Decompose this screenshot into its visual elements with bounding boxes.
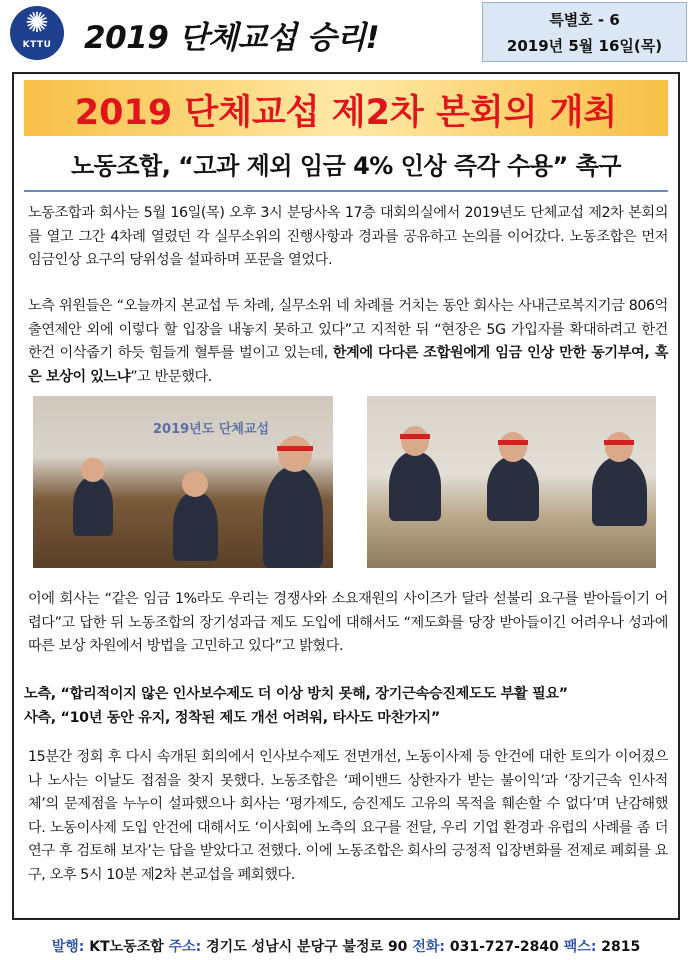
fax-label: 팩스: [563, 939, 597, 955]
subheadline: 노동조합, “고과 제외 임금 4% 인상 즉각 수용” 촉구 [70, 152, 622, 180]
person-head [182, 471, 208, 497]
emblem-icon: ✺ [25, 6, 49, 39]
issue-number: 특별호 - 6 [549, 11, 620, 29]
publisher-label: 발행: [51, 939, 85, 955]
person-head [605, 432, 633, 462]
phone-label: 전화: [412, 939, 445, 955]
person-figure [263, 466, 323, 568]
paragraph-1: 노동조합과 회사는 5월 16일(목) 오후 3시 분당사옥 17층 대회의실에서 2019년도 단체교섭 제2차 본회의를 열고 그간 4차례 열렸던 각 실무소위의 진행사항과 경과를 공유하고 논의를 이어갔다. 노동조합은 먼저 임금인상 요구의 당위성을 설파하며 포문을 열었다. [28, 205, 668, 268]
person-head [499, 432, 527, 462]
headline: 2019 단체교섭 제2차 본회의 개최 [74, 93, 618, 133]
paragraph-2 [28, 295, 668, 389]
meeting-photo-1 [33, 396, 333, 568]
kttu-logo [10, 6, 64, 60]
headband [400, 434, 430, 439]
headband [604, 440, 634, 445]
paragraph-2-bold: 한계에 다다른 조합원에게 임금 인상 만한 동기부여, 혹은 보상이 있느냐 [28, 345, 668, 385]
paragraph-2-end: ”고 반문했다. [130, 368, 212, 385]
issue-date: 2019년 5월 16일(목) [506, 37, 663, 55]
paragraph-2-text: 노측 위원들은 “오늘까지 본교섭 두 차례, 실무소위 네 차례를 거치는 동안 회사는 사내근로복지기금 806억 출연제안 외에 이렇다 할 입장을 내놓지 못하고 있다”고 지적한 뒤 “현장은 5G 가입자를 확대하려고 한건 한건 이삭줍기 하듯 힘들게 혈투를 벌이고 있는데, [28, 298, 668, 361]
person-figure [487, 456, 539, 521]
meeting-photo-2 [367, 396, 656, 568]
person-figure [592, 456, 647, 526]
person-head [81, 458, 105, 482]
person-figure [389, 451, 441, 521]
logo-text: KTTU [22, 40, 52, 50]
person-figure [73, 476, 113, 536]
union-slogan: 노측, “합리적이지 않은 인사보수제도 더 이상 방치 못해, 장기근속승진제도도 부활 필요” [24, 686, 568, 702]
footer [0, 936, 692, 956]
company-slogan: 사측, “10년 동안 유지, 정착된 제도 개선 어려워, 타사도 마찬가지” [24, 710, 440, 726]
paragraph-3: 이에 회사는 “같은 임금 1%라도 우리는 경쟁사와 소요재원의 사이즈가 달라 섣불리 요구를 받아들이기 어렵다”고 답한 뒤 노동조합의 장기성과급 제도 도입에 대해서도 “제도화를 당장 받아들이긴 어려우나 성과에 따른 보상 차원에서 방법을 고민하고 있다”고 밝혔다. [28, 591, 668, 654]
divider [24, 190, 668, 192]
person-head [278, 436, 312, 472]
paragraph-4: 15분간 정회 후 다시 속개된 회의에서 인사보수제도 전면개선, 노동이사제 등 안건에 대한 토의가 이어졌으나 노사는 이날도 접점을 찾지 못했다. 노동조합은 ‘페이밴드 상한자가 받는 불이익’과 ‘장기근속 인사적체’의 문제점을 누누이 설파했으나 회사는 ‘평가제도, 승진제도 고유의 목적을 훼손할 수 없다’며 난감해했다. 노동이사제 도입 안건에 대해서도 ‘이사회에 노측의 요구를 전달, 우리 기업 환경과 유럽의 사례를 좀 더 연구 후 검토해 보자’는 답을 받았다고 전했다. 이에 노동조합은 회사의 긍정적 입장변화를 전제로 폐회를 요구, 오후 5시 10분 제2차 본교섭을 폐회했다. [28, 749, 668, 883]
photo-sign-text: 2019년도 단체교섭 [153, 422, 270, 437]
person-figure [173, 491, 218, 561]
publisher: KT노동조합 [89, 939, 164, 955]
issue-info-box [482, 2, 687, 62]
person-head [401, 426, 429, 456]
headline-banner [24, 80, 668, 136]
fax: 2815 [601, 939, 641, 955]
newsletter-title: 2019 단체교섭 승리! [84, 20, 380, 56]
address-label: 주소: [168, 939, 202, 955]
headband [277, 446, 313, 451]
address: 경기도 성남시 분당구 불정로 90 [206, 939, 408, 955]
phone: 031-727-2840 [449, 939, 559, 955]
headband [498, 440, 528, 445]
